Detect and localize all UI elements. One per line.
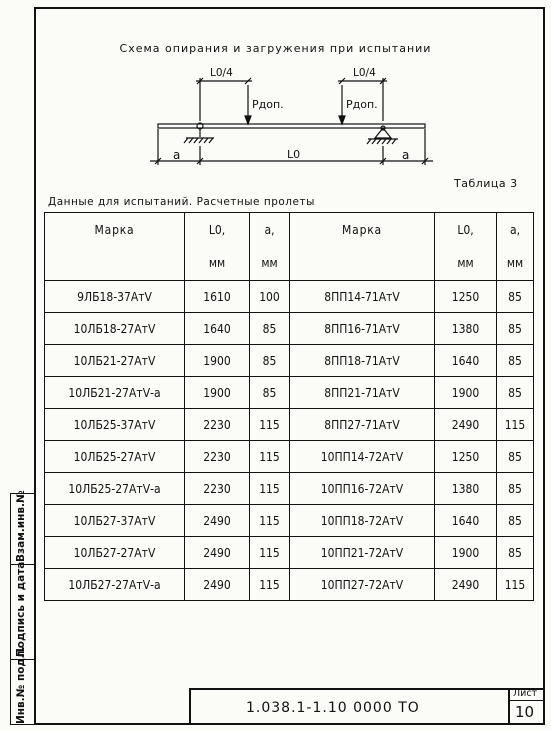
cell-l0: 2230 xyxy=(185,409,250,441)
cell-marka: 10ЛБ27-27АтⅤ xyxy=(45,537,185,569)
unit-cell: мм xyxy=(497,247,534,281)
cell-marka: 10ПП18-72АтⅤ xyxy=(290,505,435,537)
unit-cell: мм xyxy=(435,247,497,281)
cell-l0: 1900 xyxy=(435,377,497,409)
cell-l0: 2490 xyxy=(435,569,497,601)
cell-a: 85 xyxy=(497,345,534,377)
header-marka: Марка xyxy=(45,213,185,247)
cell-marka: 8ПП18-71АтⅤ xyxy=(290,345,435,377)
cell-a: 115 xyxy=(497,409,534,441)
cell-a: 85 xyxy=(250,313,290,345)
cell-l0: 1640 xyxy=(185,313,250,345)
cell-l0: 1380 xyxy=(435,473,497,505)
table-row xyxy=(45,505,534,537)
side-field-signature-date: Подпись и дата xyxy=(15,561,27,657)
cell-marka: 10ПП14-72АтⅤ xyxy=(290,441,435,473)
document-code: 1.038.1-1.10 0000 ТО xyxy=(246,700,420,716)
table-row xyxy=(45,281,534,313)
cell-marka: 10ЛБ25-27АтⅤ-а xyxy=(45,473,185,505)
cell-marka: 10ЛБ25-37АтⅤ xyxy=(45,409,185,441)
cell-l0: 2230 xyxy=(185,441,250,473)
load-label-left: Pдоп. xyxy=(252,98,284,111)
cell-marka: 10ЛБ18-27АтⅤ xyxy=(45,313,185,345)
unit-cell xyxy=(290,247,435,281)
cell-l0: 2490 xyxy=(185,505,250,537)
table-row xyxy=(45,569,534,601)
cell-marka: 8ПП16-71АтⅤ xyxy=(290,313,435,345)
unit-cell: мм xyxy=(250,247,290,281)
header-marka: Марка xyxy=(290,213,435,247)
table-number-label: Таблица 3 xyxy=(454,177,518,190)
dim-l0: L0 xyxy=(287,148,301,161)
header-l0: L0, xyxy=(435,213,497,247)
cell-a: 85 xyxy=(497,473,534,505)
table-row xyxy=(45,345,534,377)
table-row xyxy=(45,473,534,505)
cell-a: 85 xyxy=(497,377,534,409)
cell-marka: 10ПП27-72АтⅤ xyxy=(290,569,435,601)
cell-marka: 8ПП14-71АтⅤ xyxy=(290,281,435,313)
cell-a: 115 xyxy=(250,569,290,601)
cell-a: 115 xyxy=(250,505,290,537)
cell-a: 115 xyxy=(250,441,290,473)
cell-a: 85 xyxy=(497,281,534,313)
cell-l0: 1250 xyxy=(435,441,497,473)
cell-marka: 10ЛБ27-27АтⅤ-а xyxy=(45,569,185,601)
cell-l0: 1900 xyxy=(435,537,497,569)
cell-a: 115 xyxy=(250,409,290,441)
table-caption: Данные для испытаний. Расчетные пролеты xyxy=(48,196,315,208)
sheet-label: Лист xyxy=(513,688,538,699)
cell-a: 115 xyxy=(497,569,534,601)
side-stamp xyxy=(10,490,34,725)
cell-a: 85 xyxy=(497,441,534,473)
sheet-box-divider xyxy=(508,700,545,701)
loading-scheme-diagram xyxy=(0,0,551,180)
cell-l0: 1900 xyxy=(185,377,250,409)
load-label-right: Pдоп. xyxy=(346,98,378,111)
cell-a: 115 xyxy=(250,537,290,569)
cell-a: 115 xyxy=(250,473,290,505)
cell-marka: 10ЛБ21-27АтⅤ-а xyxy=(45,377,185,409)
table-row xyxy=(45,409,534,441)
cell-l0: 2490 xyxy=(185,537,250,569)
cell-marka: 8ПП21-71АтⅤ xyxy=(290,377,435,409)
table-row xyxy=(45,441,534,473)
cell-marka: 10ЛБ21-27АтⅤ xyxy=(45,345,185,377)
cell-marka: 9ЛБ18-37АтⅤ xyxy=(45,281,185,313)
cell-l0: 1610 xyxy=(185,281,250,313)
header-a: a, xyxy=(250,213,290,247)
cell-a: 85 xyxy=(497,313,534,345)
cell-l0: 1250 xyxy=(435,281,497,313)
cell-l0: 1640 xyxy=(435,505,497,537)
test-data-table xyxy=(44,212,534,601)
cell-marka: 8ПП27-71АтⅤ xyxy=(290,409,435,441)
sheet-number: 10 xyxy=(515,703,535,721)
cell-marka: 10ПП16-72АтⅤ xyxy=(290,473,435,505)
cell-l0: 1900 xyxy=(185,345,250,377)
unit-cell: мм xyxy=(185,247,250,281)
dim-a-right: a xyxy=(402,148,410,162)
header-a: a, xyxy=(497,213,534,247)
cell-l0: 2230 xyxy=(185,473,250,505)
cell-a: 85 xyxy=(497,537,534,569)
side-field-inv-original: Инв.№ подл. xyxy=(15,646,27,724)
cell-l0: 2490 xyxy=(435,409,497,441)
cell-a: 85 xyxy=(497,505,534,537)
cell-a: 100 xyxy=(250,281,290,313)
table-row xyxy=(45,313,534,345)
cell-marka: 10ЛБ25-27АтⅤ xyxy=(45,441,185,473)
cell-l0: 1380 xyxy=(435,313,497,345)
table-row xyxy=(45,377,534,409)
cell-l0: 1640 xyxy=(435,345,497,377)
dim-a-left: a xyxy=(173,148,181,162)
table-row xyxy=(45,537,534,569)
dim-l0-4-left: L0/4 xyxy=(210,67,233,79)
cell-marka: 10ПП21-72АтⅤ xyxy=(290,537,435,569)
cell-marka: 10ЛБ27-37АтⅤ xyxy=(45,505,185,537)
right-support xyxy=(367,126,398,144)
unit-cell xyxy=(45,247,185,281)
cell-a: 85 xyxy=(250,345,290,377)
cell-a: 85 xyxy=(250,377,290,409)
side-field-replace-inv: Взам.инв.№ xyxy=(15,490,27,562)
header-l0: L0, xyxy=(185,213,250,247)
cell-l0: 2490 xyxy=(185,569,250,601)
dim-l0-4-right: L0/4 xyxy=(353,67,376,79)
scheme-title: Схема опирания и загружения при испытании xyxy=(119,42,432,55)
